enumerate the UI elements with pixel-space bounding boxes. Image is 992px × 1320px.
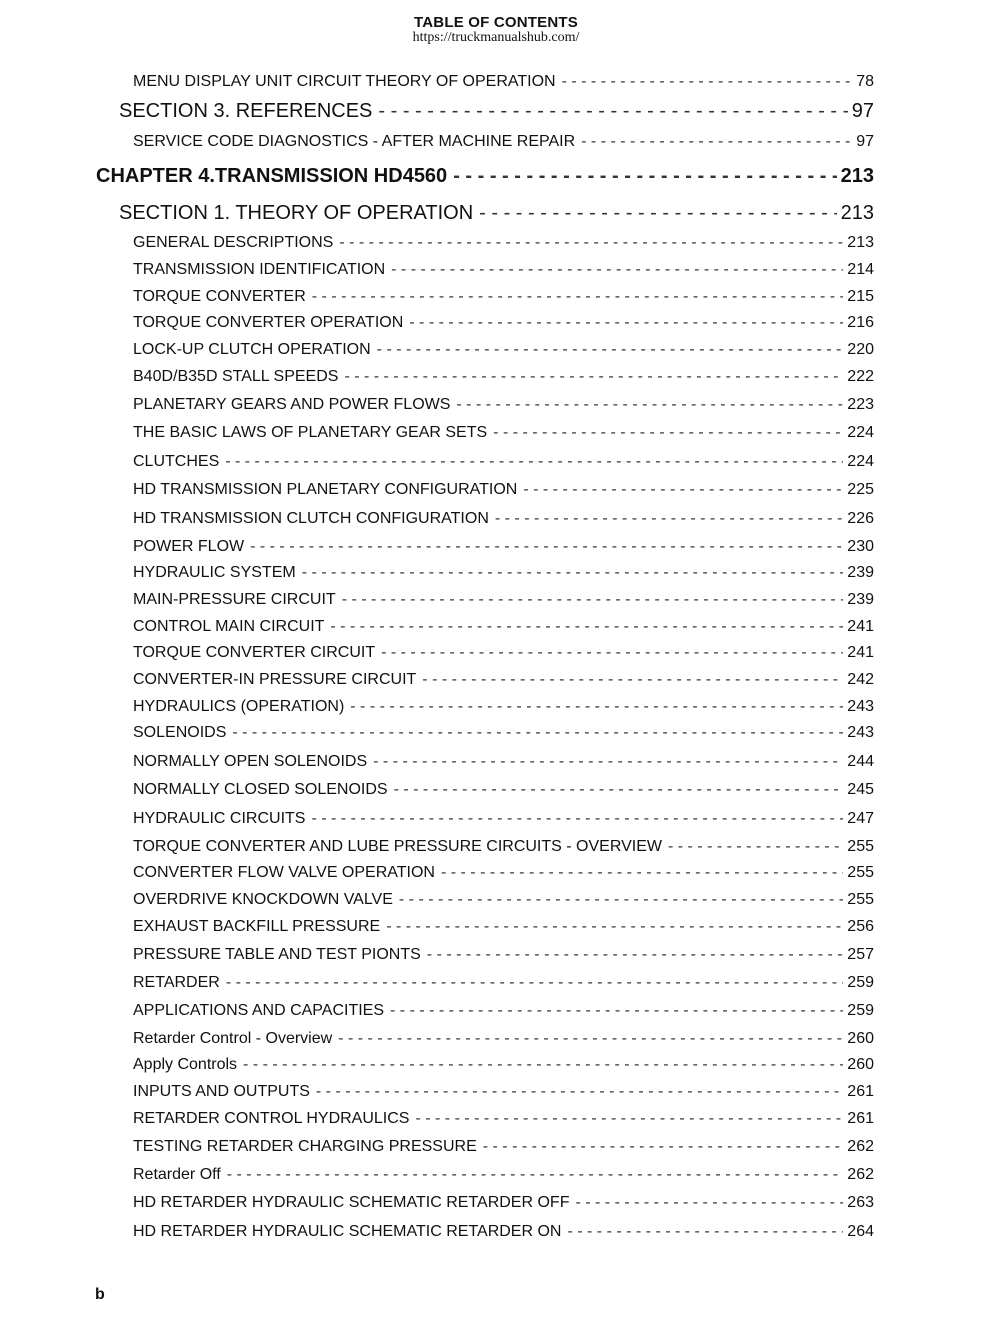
toc-entry-page: 260 <box>847 1056 874 1073</box>
dot-leader <box>575 132 852 152</box>
toc-entry-page: 261 <box>847 1110 874 1127</box>
toc-entry-label: Retarder Control - Overview <box>133 1030 333 1047</box>
dot-leader <box>338 367 843 387</box>
toc-entry-label: OVERDRIVE KNOCKDOWN VALVE <box>133 891 393 908</box>
toc-entry-page: 243 <box>847 724 874 741</box>
dot-leader <box>385 260 843 280</box>
toc-entry[interactable] <box>133 590 874 610</box>
toc-entry-page: 224 <box>847 424 874 441</box>
toc-entry[interactable] <box>133 537 874 557</box>
toc-entry-page: 213 <box>847 234 874 251</box>
toc-entry-label: SECTION 3. REFERENCES <box>119 100 373 122</box>
toc-entry[interactable] <box>133 509 874 529</box>
toc-entry-label: SECTION 1. THEORY OF OPERATION <box>119 202 474 224</box>
dot-leader <box>221 1165 844 1185</box>
toc-entry-page: 78 <box>856 73 874 90</box>
toc-entry[interactable] <box>133 132 874 152</box>
toc-entry-label: B40D/B35D STALL SPEEDS <box>133 368 339 385</box>
toc-entry[interactable] <box>133 643 874 663</box>
toc-entry-page: 215 <box>847 288 874 305</box>
toc-entry-label: TORQUE CONVERTER OPERATION <box>133 314 404 331</box>
toc-entry-label: CHAPTER 4.TRANSMISSION HD4560 <box>96 165 448 187</box>
dot-leader <box>244 537 843 557</box>
dot-leader <box>556 72 853 92</box>
toc-entry[interactable] <box>133 1001 874 1021</box>
toc-entry-page: 245 <box>847 781 874 798</box>
page-number: b <box>95 1286 105 1303</box>
toc-entry-page: 255 <box>847 838 874 855</box>
dot-leader <box>517 480 843 500</box>
toc-entry[interactable] <box>133 945 874 965</box>
toc-entry[interactable] <box>133 697 874 717</box>
toc-entry-label: TRANSMISSION IDENTIFICATION <box>133 261 386 278</box>
toc-entry-page: 264 <box>847 1223 874 1240</box>
toc-entry[interactable] <box>133 780 874 800</box>
toc-entry[interactable] <box>133 1137 874 1157</box>
dot-leader <box>384 1001 843 1021</box>
dot-leader <box>367 752 843 772</box>
toc-entry-label: RETARDER <box>133 974 220 991</box>
source-url[interactable]: https://truckmanualshub.com/ <box>412 30 580 45</box>
dot-leader <box>237 1055 843 1075</box>
toc-entry-label: HD TRANSMISSION CLUTCH CONFIGURATION <box>133 510 489 527</box>
dot-leader <box>219 452 843 472</box>
toc-entry-page: 259 <box>847 1002 874 1019</box>
toc-entry-label: Retarder Off <box>133 1166 221 1183</box>
toc-entry[interactable] <box>133 1165 874 1185</box>
toc-entry-label: PLANETARY GEARS AND POWER FLOWS <box>133 396 451 413</box>
toc-entry-page: 213 <box>840 202 874 224</box>
toc-entry[interactable] <box>133 313 874 333</box>
toc-entry-label: CLUTCHES <box>133 453 220 470</box>
toc-entry-page: 259 <box>847 974 874 991</box>
toc-entry[interactable] <box>133 617 874 637</box>
toc-entry-page: 230 <box>847 538 874 555</box>
dot-leader <box>489 509 843 529</box>
toc-entry-label: HD TRANSMISSION PLANETARY CONFIGURATION <box>133 481 518 498</box>
toc-entry[interactable] <box>119 99 874 123</box>
toc-entry-label: PRESSURE TABLE AND TEST PIONTS <box>133 946 421 963</box>
toc-entry-page: 226 <box>847 510 874 527</box>
toc-title: TABLE OF CONTENTS <box>414 14 578 31</box>
toc-entry[interactable] <box>133 837 874 857</box>
toc-entry-label: CONVERTER FLOW VALVE OPERATION <box>133 864 435 881</box>
toc-entry-page: 214 <box>847 261 874 278</box>
toc-entry-label: TORQUE CONVERTER AND LUBE PRESSURE CIRCUITS - OVERVIEW <box>133 838 662 855</box>
dot-leader <box>324 617 843 637</box>
toc-entry-page: 262 <box>847 1166 874 1183</box>
toc-entry-label: SERVICE CODE DIAGNOSTICS - AFTER MACHINE REPAIR <box>133 133 576 150</box>
toc-entry[interactable] <box>133 367 874 387</box>
dot-leader <box>662 837 843 857</box>
toc-entry-page: 242 <box>847 671 874 688</box>
toc-entry-label: HYDRAULIC CIRCUITS <box>133 810 306 827</box>
toc-entry-label: APPLICATIONS AND CAPACITIES <box>133 1002 385 1019</box>
dot-leader <box>569 1193 843 1213</box>
dot-leader <box>477 1137 844 1157</box>
toc-entry[interactable] <box>133 452 874 472</box>
toc-entry-page: 255 <box>847 864 874 881</box>
toc-entry-page: 262 <box>847 1138 874 1155</box>
toc-entry-page: 97 <box>856 133 874 150</box>
dot-leader <box>371 340 844 360</box>
dot-leader <box>403 313 843 333</box>
toc-entry-label: HYDRAULICS (OPERATION) <box>133 698 345 715</box>
toc-entry[interactable] <box>133 563 874 583</box>
dot-leader <box>447 164 836 188</box>
dot-leader <box>409 1109 843 1129</box>
dot-leader <box>435 863 843 883</box>
toc-entry-page: 97 <box>851 100 874 122</box>
toc-entry[interactable] <box>96 164 874 188</box>
toc-entry-label: NORMALLY OPEN SOLENOIDS <box>133 753 368 770</box>
toc-entry-page: 247 <box>847 810 874 827</box>
toc-entry-label: Apply Controls <box>133 1056 238 1073</box>
dot-leader <box>226 723 843 743</box>
toc-entry-page: 224 <box>847 453 874 470</box>
toc-entry[interactable] <box>133 423 874 443</box>
toc-entry[interactable] <box>133 260 874 280</box>
toc-entry[interactable] <box>133 72 874 92</box>
toc-entry-label: HYDRAULIC SYSTEM <box>133 564 296 581</box>
toc-entry-label: GENERAL DESCRIPTIONS <box>133 234 334 251</box>
toc-entry[interactable] <box>133 1193 874 1213</box>
toc-entry-page: 256 <box>847 918 874 935</box>
dot-leader <box>336 590 844 610</box>
toc-entry-page: 243 <box>847 698 874 715</box>
dot-leader <box>333 233 843 253</box>
toc-entry[interactable] <box>133 1029 874 1049</box>
dot-leader <box>344 697 843 717</box>
dot-leader <box>473 201 836 225</box>
toc-entry-page: 220 <box>847 341 874 358</box>
dot-leader <box>388 780 844 800</box>
toc-entry-label: HD RETARDER HYDRAULIC SCHEMATIC RETARDER ON <box>133 1223 562 1240</box>
toc-entry-label: MENU DISPLAY UNIT CIRCUIT THEORY OF OPERATION <box>133 73 556 90</box>
toc-entry-page: 244 <box>847 753 874 770</box>
toc-entry[interactable] <box>133 287 874 307</box>
toc-entry[interactable] <box>133 890 874 910</box>
toc-entry-label: TORQUE CONVERTER CIRCUIT <box>133 644 376 661</box>
toc-entry-page: 261 <box>847 1083 874 1100</box>
toc-entry[interactable] <box>133 1109 874 1129</box>
toc-entry-label: THE BASIC LAWS OF PLANETARY GEAR SETS <box>133 424 488 441</box>
toc-entry-label: POWER FLOW <box>133 538 245 555</box>
dot-leader <box>332 1029 843 1049</box>
toc-entry[interactable] <box>133 340 874 360</box>
dot-leader <box>487 423 843 443</box>
toc-entry[interactable] <box>133 863 874 883</box>
toc-entry-page: 216 <box>847 314 874 331</box>
toc-entry-label: SOLENOIDS <box>133 724 227 741</box>
toc-entry[interactable] <box>133 1222 874 1242</box>
toc-entry[interactable] <box>133 752 874 772</box>
toc-entry-label: NORMALLY CLOSED SOLENOIDS <box>133 781 388 798</box>
toc-entry[interactable] <box>133 1082 874 1102</box>
dot-leader <box>310 1082 843 1102</box>
toc-entry-page: 239 <box>847 591 874 608</box>
toc-entry-label: INPUTS AND OUTPUTS <box>133 1083 310 1100</box>
toc-entry[interactable] <box>133 1055 874 1075</box>
toc-entry-label: TESTING RETARDER CHARGING PRESSURE <box>133 1138 477 1155</box>
toc-entry-page: 213 <box>840 165 874 187</box>
toc-entry-label: CONTROL MAIN CIRCUIT <box>133 618 325 635</box>
dot-leader <box>561 1222 843 1242</box>
toc-entry[interactable] <box>133 917 874 937</box>
dot-leader <box>380 917 843 937</box>
toc-entry-label: LOCK-UP CLUTCH OPERATION <box>133 341 371 358</box>
dot-leader <box>421 945 844 965</box>
toc-entry-page: 222 <box>847 368 874 385</box>
toc-entry-page: 241 <box>847 644 874 661</box>
toc-entry-label: HD RETARDER HYDRAULIC SCHEMATIC RETARDER OFF <box>133 1194 570 1211</box>
dot-leader <box>305 809 843 829</box>
dot-leader <box>372 99 847 123</box>
toc-entry[interactable] <box>133 809 874 829</box>
toc-entry[interactable] <box>119 201 874 225</box>
dot-leader <box>416 670 843 690</box>
toc-entry-label: EXHAUST BACKFILL PRESSURE <box>133 918 381 935</box>
toc-entry[interactable] <box>133 973 874 993</box>
toc-entry[interactable] <box>133 233 874 253</box>
dot-leader <box>393 890 843 910</box>
dot-leader <box>220 973 843 993</box>
toc-entry-page: 255 <box>847 891 874 908</box>
dot-leader <box>450 395 843 415</box>
toc-entry-label: TORQUE CONVERTER <box>133 288 306 305</box>
dot-leader <box>296 563 844 583</box>
toc-entry-page: 241 <box>847 618 874 635</box>
toc-entry[interactable] <box>133 670 874 690</box>
toc-entry-page: 223 <box>847 396 874 413</box>
toc-entry-page: 239 <box>847 564 874 581</box>
toc-entry-label: MAIN-PRESSURE CIRCUIT <box>133 591 336 608</box>
toc-entry-label: CONVERTER-IN PRESSURE CIRCUIT <box>133 671 417 688</box>
toc-entry-page: 225 <box>847 481 874 498</box>
dot-leader <box>375 643 843 663</box>
toc-entry[interactable] <box>133 723 874 743</box>
toc-entry-label: RETARDER CONTROL HYDRAULICS <box>133 1110 410 1127</box>
toc-entry-page: 257 <box>847 946 874 963</box>
toc-entry-page: 260 <box>847 1030 874 1047</box>
toc-entry[interactable] <box>133 480 874 500</box>
toc-entry-page: 263 <box>847 1194 874 1211</box>
toc-entry[interactable] <box>133 395 874 415</box>
dot-leader <box>306 287 844 307</box>
